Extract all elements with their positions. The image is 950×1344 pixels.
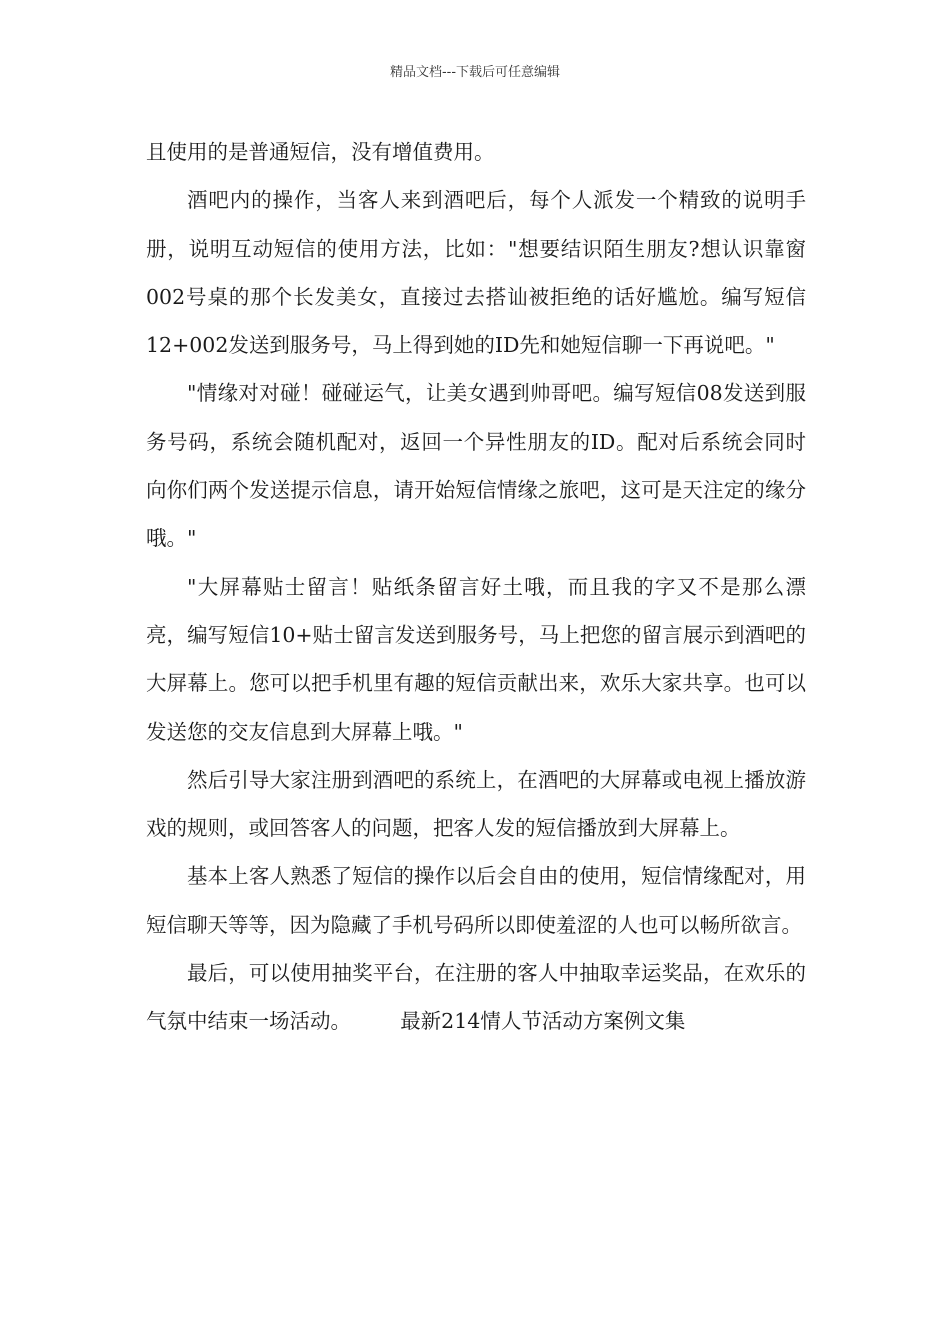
paragraph-bar-operation: 酒吧内的操作，当客人来到酒吧后，每个人派发一个精致的说明手册，说明互动短信的使用方法，比如："想要结识陌生朋友?想认识靠窗002号桌的那个长发美女，直接过去搭讪被拒绝的话好尴尬。编写短信12+002发送到服务号，马上得到她的ID先和她短信聊一下再说吧。"	[146, 188, 806, 358]
paragraph-register: 然后引导大家注册到酒吧的系统上，在酒吧的大屏幕或电视上播放游戏的规则，或回答客人的问题，把客人发的短信播放到大屏幕上。	[146, 767, 806, 841]
lottery-text: 最后，可以使用抽奖平台，在注册的客人中抽取幸运奖品，在欢乐的气氛中结束一场活动。	[146, 961, 806, 1034]
paragraph-lottery	[146, 949, 806, 1046]
page-header: 精品文档---下载后可任意编辑	[389, 65, 561, 80]
trailing-title: 最新214情人节活动方案例文集	[400, 1009, 686, 1034]
paragraph-usage: 基本上客人熟悉了短信的操作以后会自由的使用，短信情缘配对，用短信聊天等等，因为隐藏了手机号码所以即使羞涩的人也可以畅所欲言。	[146, 864, 806, 937]
paragraph-big-screen: "大屏幕贴士留言！贴纸条留言好土哦，而且我的字又不是那么漂亮，编写短信10+贴士留言发送到服务号，马上把您的留言展示到酒吧的大屏幕上。您可以把手机里有趣的短信贡献出来，欢乐大家共享。也可以发送您的交友信息到大屏幕上哦。"	[146, 574, 806, 744]
paragraph-match-game: "情缘对对碰！碰碰运气，让美女遇到帅哥吧。编写短信08发送到服务号码，系统会随机配对，返回一个异性朋友的ID。配对后系统会同时向你们两个发送提示信息，请开始短信情缘之旅吧，这可是天注定的缘分哦。"	[146, 381, 806, 551]
paragraph-continuation: 且使用的是普通短信，没有增值费用。	[146, 140, 495, 164]
document-body	[146, 128, 806, 1046]
